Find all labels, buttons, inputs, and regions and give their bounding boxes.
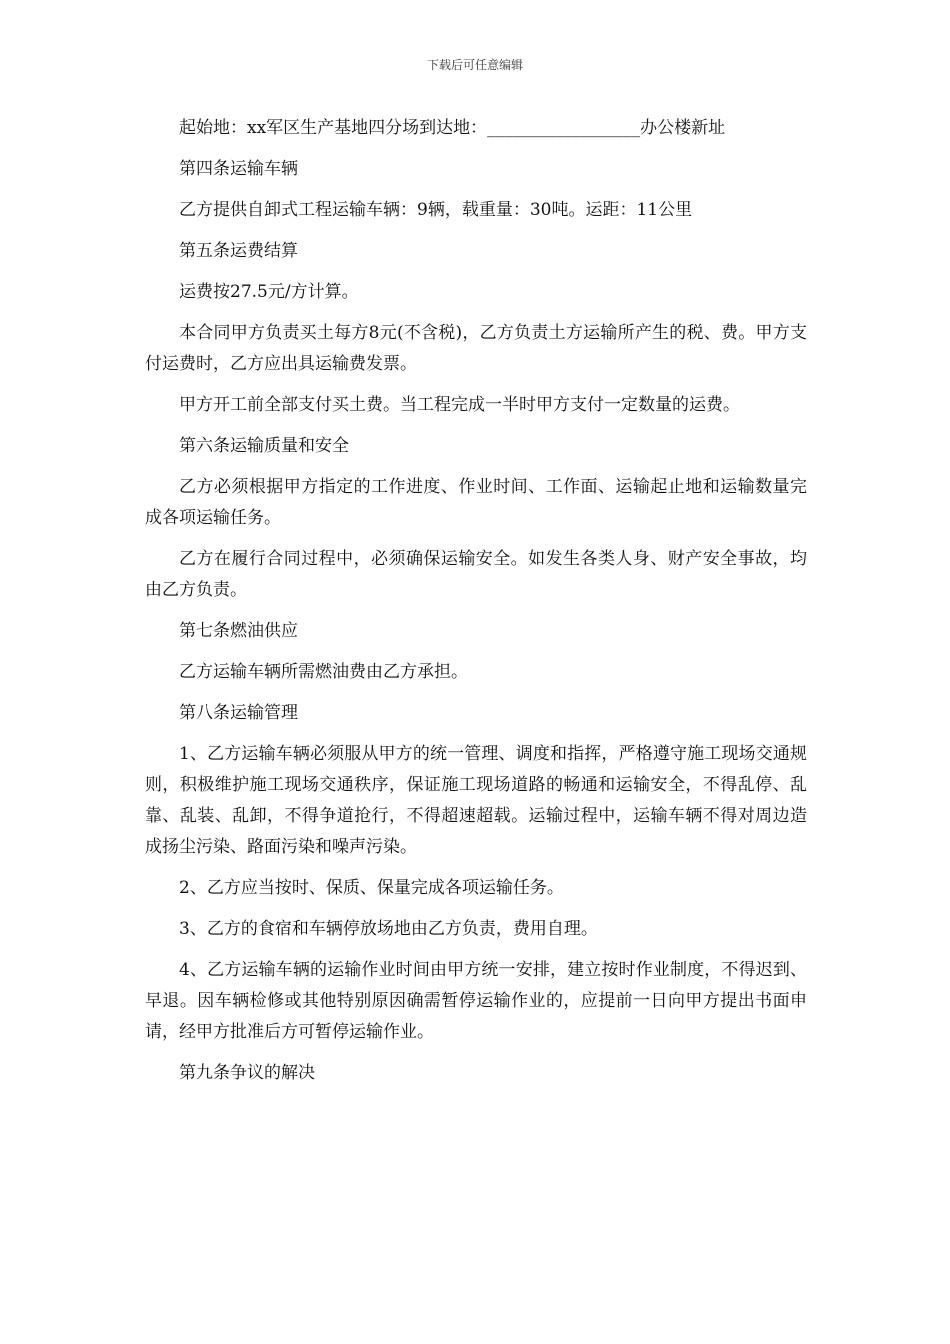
heading-article-5: 第五条运费结算 — [179, 241, 298, 261]
paragraph-management-1: 1、乙方运输车辆必须服从甲方的统一管理、调度和指挥，严格遵守施工现场交通规则，积极维护施工现场交通秩序，保证施工现场道路的畅通和运输安全，不得乱停、乱靠、乱装、乱卸，不得争道抢行，不得超速超载。运输过程中，运输车辆不得对周边造成扬尘污染、路面污染和噪声污染。 — [145, 744, 807, 857]
heading-article-6: 第六条运输质量和安全 — [179, 436, 349, 456]
paragraph-payment: 甲方开工前全部支付买土费。当工程完成一半时甲方支付一定数量的运费。 — [179, 395, 740, 415]
paragraph-management-3: 3、乙方的食宿和车辆停放场地由乙方负责，费用自理。 — [179, 919, 598, 939]
paragraph-vehicles: 乙方提供自卸式工程运输车辆：9辆，载重量：30吨。运距：11公里 — [179, 200, 693, 220]
paragraph-fuel: 乙方运输车辆所需燃油费由乙方承担。 — [179, 662, 468, 682]
heading-article-4: 第四条运输车辆 — [179, 159, 298, 179]
paragraph-management-2: 2、乙方应当按时、保质、保量完成各项运输任务。 — [179, 878, 564, 898]
heading-article-9: 第九条争议的解决 — [179, 1063, 315, 1083]
paragraph-quality: 乙方必须根据甲方指定的工作进度、作业时间、工作面、运输起止地和运输数量完成各项运输任务。 — [145, 477, 807, 528]
paragraph-freight-rate: 运费按27.5元/方计算。 — [179, 282, 359, 302]
paragraph-management-4: 4、乙方运输车辆的运输作业时间由甲方统一安排，建立按时作业制度，不得迟到、早退。因车辆检修或其他特别原因确需暂停运输作业的，应提前一日向甲方提出书面申请，经甲方批准后方可暂停运输作业。 — [145, 960, 807, 1042]
heading-article-7: 第七条燃油供应 — [179, 621, 298, 641]
heading-article-8: 第八条运输管理 — [179, 703, 298, 723]
paragraph-soil-cost: 本合同甲方负责买土每方8元(不含税)，乙方负责土方运输所产生的税、费。甲方支付运费时，乙方应出具运输费发票。 — [145, 323, 807, 374]
paragraph-origin-destination: 起始地：xx军区生产基地四分场到达地：__________________办公楼新址 — [179, 118, 726, 138]
page-header-note: 下载后可任意编辑 — [426, 58, 523, 72]
document-body — [145, 113, 807, 1099]
paragraph-safety: 乙方在履行合同过程中，必须确保运输安全。如发生各类人身、财产安全事故，均由乙方负责。 — [145, 549, 807, 600]
